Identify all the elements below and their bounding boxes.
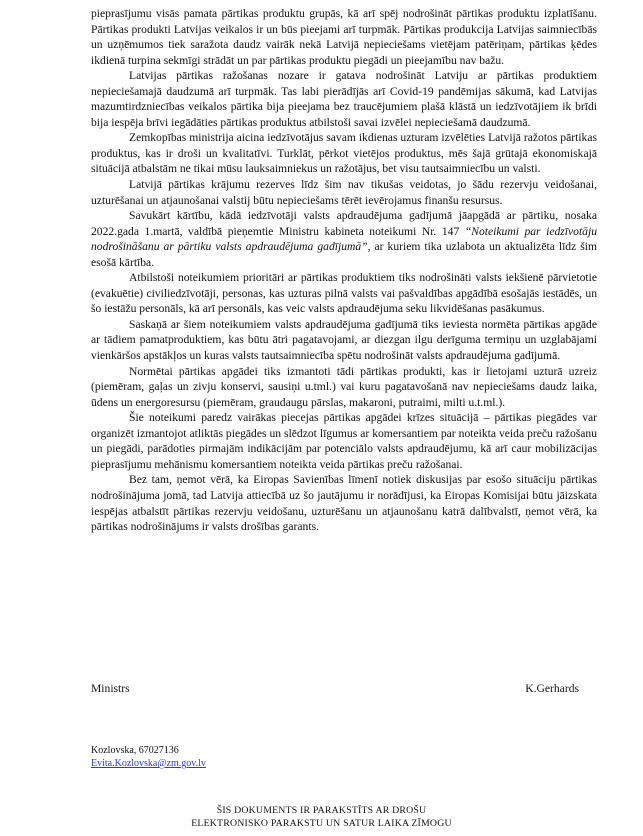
signature-block xyxy=(91,682,579,695)
paragraph-1: pieprasījumu visās pamata pārtikas produktu grupās, kā arī spēj nodrošināt pārtikas produktu izplatīšanu. Pārtikas produkti Latvijas veikalos ir un būs pieejami arī turpmāk. Pārtikas produkcija Latvijas saimniecībās un uzņēmumos tiek saražota daudz vairāk nekā Latvijā nepieciešams vietējam patēriņam, pārtikas ķēdes ikdienā turpina sekmīgi strādāt un par pārtikas produktu piegādi un pieejamību nav bažu. xyxy=(91,7,597,67)
signature-notice-line-1: ŠIS DOKUMENTS IR PARAKSTĪTS AR DROŠU xyxy=(216,805,427,816)
paragraph-5-text-b: , ar kuriem tika uzlabota un aktualizēta līdz šim esošā kārtība. xyxy=(91,240,597,269)
paragraph-10: Bez tam, ņemot vērā, ka Eiropas Savienības līmenī notiek diskusijas par esošo situāciju pārtikas nodrošinājuma jomā, tad Latvija attiecībā uz šo jautājumu ir norādījusi, ka Eiropas Komisijai būtu jāizskata iespējas atbalstīt pārtikas rezervju veidošanu, uzturēšanu un atjaunošanu katrā dalībvalstī, ņemot vērā, ka pārtikas nodrošinājums ir valsts drošības garants. xyxy=(91,473,597,534)
contact-block xyxy=(91,744,206,770)
regulation-title: “Noteikumi par iedzīvotāju nodrošināšanu ar pārtiku valsts apdraudējuma gadījumā” xyxy=(91,224,597,254)
paragraph-5 xyxy=(91,208,597,270)
document-body xyxy=(91,6,597,535)
paragraph-2: Latvijas pārtikas ražošanas nozare ir gatava nodrošināt Latviju ar pārtikas produktiem nepieciešamajā daudzumā arī turpmāk. Tas labi pierādījās arī Covid-19 pandēmijas sākumā, kad Latvijas mazumtirdzniecības veikalos pārtika bija pieejama bez traucējumiem plašā klāstā un iedzīvotājiem ik brīdi bija iespēja brīvi iegādāties pārtikas produktus atbilstoši savai izvēlei nepieciešamā daudzumā. xyxy=(91,69,597,129)
paragraph-3: Zemkopības ministrija aicina iedzīvotājus savam ikdienas uzturam izvēlēties Latvijā ražotos pārtikas produktus, kas ir droši un kvalitatīvi. Turklāt, pērkot vietējos produktus, mēs šajā grūtajā ekonomiskajā situācijā atbalstām ne tikai mūsu lauksaimniekus un ražotājus, bet visu tautsaimniecību un valsti. xyxy=(91,131,597,176)
paragraph-8: Normētai pārtikas apgādei tiks izmantoti tādi pārtikas produkti, kas ir lietojami uzturā uzreiz (piemēram, gaļas un zivju konservi, sausiņi u.tml.) vai kuru pagatavošanā nav nepieciešams daudz laika, ūdens un energoresursu (piemēram, graudaugu pārslas, makaroni, putraimi, milti u.t.ml.). xyxy=(91,364,597,409)
contact-email-link[interactable]: Evita.Kozlovska@zm.gov.lv xyxy=(91,758,206,769)
signer-role: Ministrs xyxy=(91,682,130,695)
contact-line: Kozlovska, 67027136 xyxy=(91,745,179,756)
paragraph-9: Šie noteikumi paredz vairākas piecejas pārtikas apgādei krīzes situācijā – pārtikas piegādes var organizēt izmantojot atliktās piegādes un slēdzot līgumus ar komersantiem par noteikta veida preču ražošanu un piegādi, parādoties pirmajām indikācijām par potenciālo valsts apdraudējumu, kā arī caur mobilizācijas pieprasījumu mehānismu komersantiem noteikta veida pārtikas preču ražošanai. xyxy=(91,411,597,471)
paragraph-4: Latvijā pārtikas krājumu rezerves līdz šim nav tikušas veidotas, jo šādu rezervju veidošanai, uzturēšanai un atjaunošanai valstij būtu nepieciešams tērēt ievērojamus finanšu resursus. xyxy=(91,178,597,207)
paragraph-5-text-a: Savukārt kārtību, kādā iedzīvotāji valsts apdraudējuma gadījumā jāapgādā ar pārtiku, nosaka 2022.gada 1.martā, valdībā pieņemtie Ministru kabineta noteikumi Nr. 147 xyxy=(91,209,597,238)
signer-name: K.Gerhards xyxy=(525,682,579,695)
signature-notice-line-2: ELEKTRONISKO PARAKSTU UN SATUR LAIKA ZĪMOGU xyxy=(191,818,452,829)
paragraph-7: Saskaņā ar šiem noteikumiem valsts apdraudējuma gadījumā tiks ieviesta normēta pārtikas apgāde ar tādiem pamatproduktiem, kas būtu ātri pagatavojami, ar diezgan ilgu derīguma termiņu un uzglabājami vienkāršos apstākļos un kuras valsts tautsaimniecība spētu nodrošināt valsts apdraudējuma gadījumā. xyxy=(91,317,597,363)
paragraph-6: Atbilstoši noteikumiem prioritāri ar pārtikas produktiem tiks nodrošināti valsts iekšienē pārvietotie (evakuētie) civiliedzīvotāji, personas, kas uzturas pilnā valsts vai pašvaldības apgādībā esošajās iestādēs, un šo iestāžu personāls, kā arī personāls, kas veic valsts apdraudējuma seku likvidēšanas pasākumus. xyxy=(91,271,597,316)
signature-notice xyxy=(0,804,643,830)
